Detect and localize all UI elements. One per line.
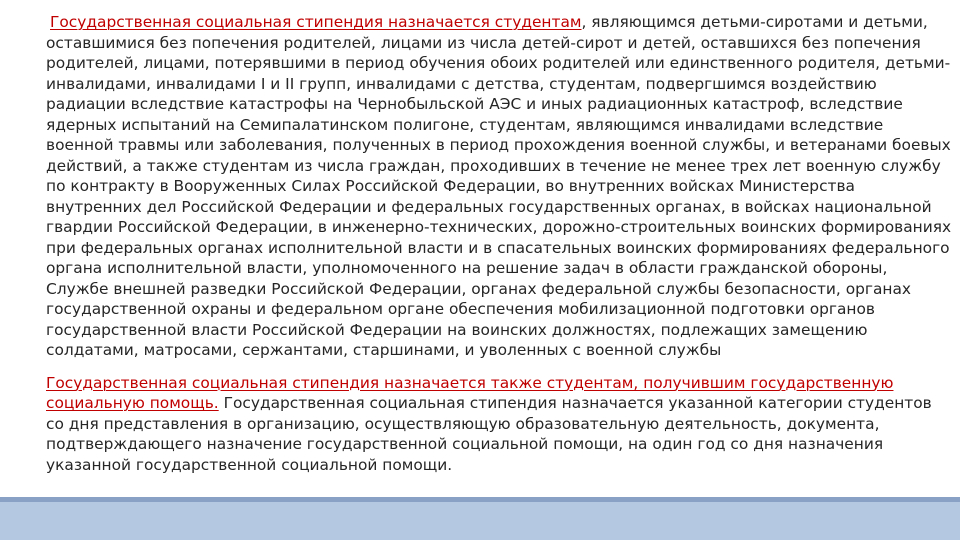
highlighted-lead-text: Государственная социальная стипендия назначается студентам xyxy=(50,13,582,31)
highlighted-lead-text: Государственная социальная стипендия назначается также студентам, получившим государственную социальную помощь. xyxy=(46,373,894,412)
paragraph-orphans-eligibility xyxy=(46,12,952,361)
slide-content xyxy=(46,12,952,475)
paragraph-body-text: Государственная социальная стипендия назначается указанной категории студентов со дня представления в организацию, осуществляющую образовательную деятельность, документа, подтверждающего назначение государственной социальной помощи, на один год со дня назначения указанной государственной социальной помощи. xyxy=(46,394,932,474)
paragraph-body-text: , являющимся детьми-сиротами и детьми, оставшимися без попечения родителей, лицами из числа детей-сирот и детей, оставшихся без попечения родителей, лицами, потерявшими в период обучения обоих родителей или единственного родителя, детьми-инвалидами, инвалидами I и II групп, инвалидами с детства, студентам, подвергшимся воздействию радиации вследствие катастрофы на Чернобыльской АЭС и иных радиационных катастроф, вследствие ядерных испытаний на Семипалатинском полигоне, студентам, являющимся инвалидами вследствие военной травмы или заболевания, полученных в период прохождения военной службы, и ветеранами боевых действий, а также студентам из числа граждан, проходивших в течение не менее трех лет военную службу по контракту в Вооруженных Силах Российской Федерации, во внутренних войсках Министерства внутренних дел Российской Федерации и федеральных государственных органах, в войсках национальной гвардии Российской Федерации, в инженерно-технических, дорожно-строительных воинских формированиях при федеральных органах исполнительной власти и в спасательных воинских формированиях федерального органа исполнительной власти, уполномоченного на решение задач в области гражданской обороны, Службе внешней разведки Российской Федерации, органах федеральной службы безопасности, органах государственной охраны и федеральном органе обеспечения мобилизационной подготовки органов государственной власти Российской Федерации на воинских должностях, подлежащих замещению солдатами, матросами, сержантами, старшинами, и уволенных с военной службы xyxy=(46,13,952,359)
footer-band xyxy=(0,502,960,540)
paragraph-social-assistance xyxy=(46,373,952,476)
